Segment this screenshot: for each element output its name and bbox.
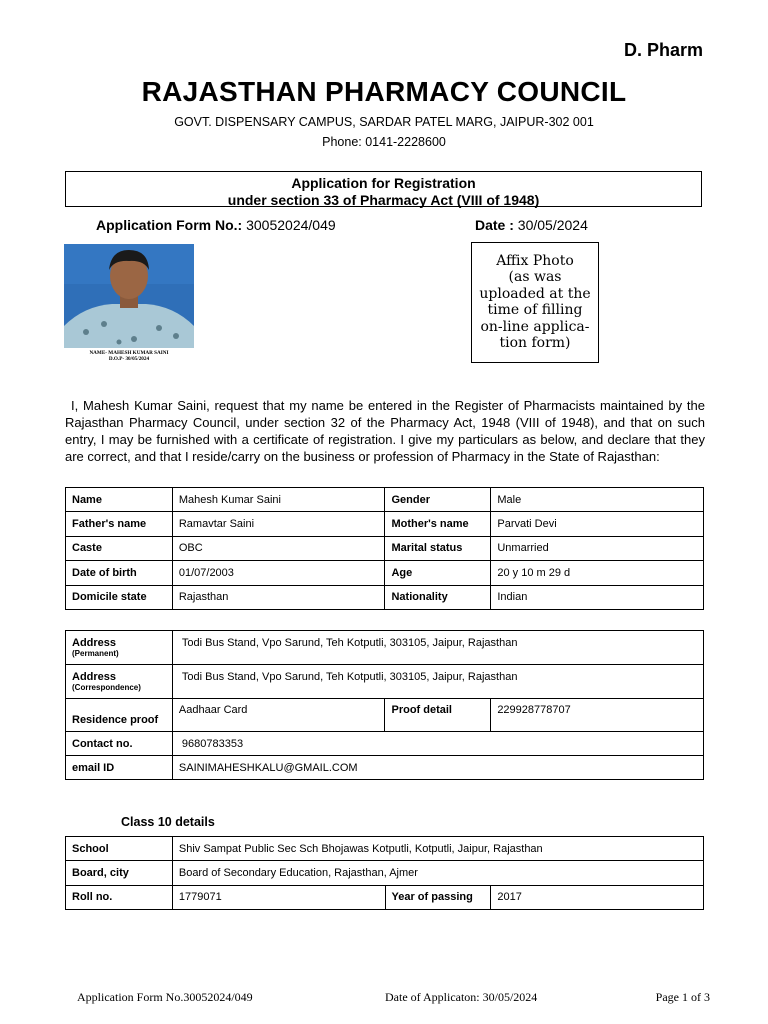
application-title-box [65, 171, 702, 207]
email-label: email ID [66, 756, 173, 780]
proof-detail-label: Proof detail [385, 699, 491, 732]
gender-value: Male [491, 488, 704, 512]
affix-line: (as was [508, 269, 562, 286]
photo-caption-dop: D.O.P- 30/05/2024 [108, 356, 150, 360]
table-row [66, 861, 704, 885]
address-label: Address [72, 671, 117, 683]
affix-line: Affix Photo [496, 253, 574, 269]
correspondence-sublabel: (Correspondence) [72, 683, 141, 692]
affix-line: time of filling [487, 302, 583, 319]
table-row [66, 585, 704, 609]
application-date [475, 217, 588, 233]
table-row [66, 885, 704, 909]
school-label: School [66, 837, 173, 861]
table-row [66, 732, 704, 756]
photo-caption-name: NAME- MAHESH KUMAR SAINI [89, 350, 169, 356]
permanent-sublabel: (Permanent) [72, 649, 119, 658]
council-phone: Phone: 0141-2228600 [322, 135, 446, 149]
contact-no-label: Contact no. [66, 732, 173, 756]
table-row [66, 536, 704, 560]
table-row [66, 837, 704, 861]
board-label: Board, city [66, 861, 173, 885]
table-row [66, 699, 704, 732]
council-name: RAJASTHAN PHARMACY COUNCIL [141, 76, 627, 107]
affix-line: on-line applica- [480, 318, 590, 335]
caste-label: Caste [66, 536, 173, 560]
course-type: D. Pharm [623, 40, 703, 60]
class10-heading: Class 10 details [121, 815, 215, 829]
correspondence-address-value: Todi Bus Stand, Vpo Sarund, Teh Kotputli, 303105, Jaipur, Rajasthan [172, 665, 703, 699]
table-row [66, 665, 704, 699]
address-label: Address [72, 637, 117, 649]
dob-label: Date of birth [66, 561, 173, 585]
residence-proof-value: Aadhaar Card [172, 699, 385, 732]
table-row [66, 488, 704, 512]
application-form-no [96, 217, 336, 233]
table-row [66, 512, 704, 536]
form-no-value: 30052024/049 [242, 217, 336, 233]
footer-date: Date of Applicaton: 30/05/2024 [385, 990, 538, 1004]
contact-details-table [65, 630, 704, 780]
class10-details-table [65, 836, 704, 910]
footer-page-number: Page 1 of 3 [655, 990, 710, 1004]
nationality-value: Indian [491, 585, 704, 609]
marital-value: Unmarried [491, 536, 704, 560]
roll-label: Roll no. [66, 885, 173, 909]
father-value: Ramavtar Saini [172, 512, 385, 536]
proof-detail-value: 229928778707 [491, 699, 704, 732]
father-label: Father's name [66, 512, 173, 536]
marital-label: Marital status [385, 536, 491, 560]
domicile-label: Domicile state [66, 585, 173, 609]
age-value: 20 y 10 m 29 d [491, 561, 704, 585]
roll-value: 1779071 [172, 885, 385, 909]
school-value: Shiv Sampat Public Sec Sch Bhojawas Kotputli, Kotputli, Jaipur, Rajasthan [172, 837, 703, 861]
gender-label: Gender [385, 488, 491, 512]
affix-photo-box [471, 242, 599, 363]
table-row [66, 756, 704, 780]
nationality-label: Nationality [385, 585, 491, 609]
table-row [66, 561, 704, 585]
email-value: SAINIMAHESHKALU@GMAIL.COM [172, 756, 703, 780]
correspondence-address-label [66, 665, 173, 699]
caste-value: OBC [172, 536, 385, 560]
declaration-paragraph: I, Mahesh Kumar Saini, request that my name be entered in the Register of Pharmacists maintained by the Rajasthan Pharmacy Council, under section 32 of the Pharmacy Act, 1948 (VIII of 1948), and that on such entry, I may be furnished with a certificate of registration. I give my particulars as below, and declare that they are correct, and that I reside/carry on the business or profession of Pharmacy in the State of Rajasthan: [65, 398, 705, 464]
domicile-value: Rajasthan [172, 585, 385, 609]
application-title: Application for Registration [291, 175, 476, 191]
form-no-label: Application Form No.: [96, 217, 243, 233]
name-value: Mahesh Kumar Saini [172, 488, 385, 512]
board-value: Board of Secondary Education, Rajasthan, Ajmer [172, 861, 703, 885]
footer-form-no: Application Form No.30052024/049 [77, 990, 253, 1004]
year-value: 2017 [491, 885, 704, 909]
dob-value: 01/07/2003 [172, 561, 385, 585]
permanent-address-value: Todi Bus Stand, Vpo Sarund, Teh Kotputli, 303105, Jaipur, Rajasthan [172, 631, 703, 665]
application-subtitle: under section 33 of Pharmacy Act (VIII of 1948) [227, 192, 540, 208]
name-label: Name [66, 488, 173, 512]
personal-details-table [65, 487, 704, 610]
residence-proof-label: Residence proof [66, 699, 173, 732]
council-address: GOVT. DISPENSARY CAMPUS, SARDAR PATEL MARG, JAIPUR-302 001 [174, 115, 594, 129]
date-value: 30/05/2024 [513, 217, 588, 233]
mother-label: Mother's name [385, 512, 491, 536]
contact-no-value: 9680783353 [172, 732, 703, 756]
age-label: Age [385, 561, 491, 585]
affix-line: uploaded at the [479, 285, 591, 302]
date-label: Date : [475, 217, 514, 233]
applicant-photo [64, 244, 194, 360]
affix-line: tion form) [499, 335, 571, 352]
table-row [66, 631, 704, 665]
year-label: Year of passing [385, 885, 491, 909]
permanent-address-label [66, 631, 173, 665]
mother-value: Parvati Devi [491, 512, 704, 536]
